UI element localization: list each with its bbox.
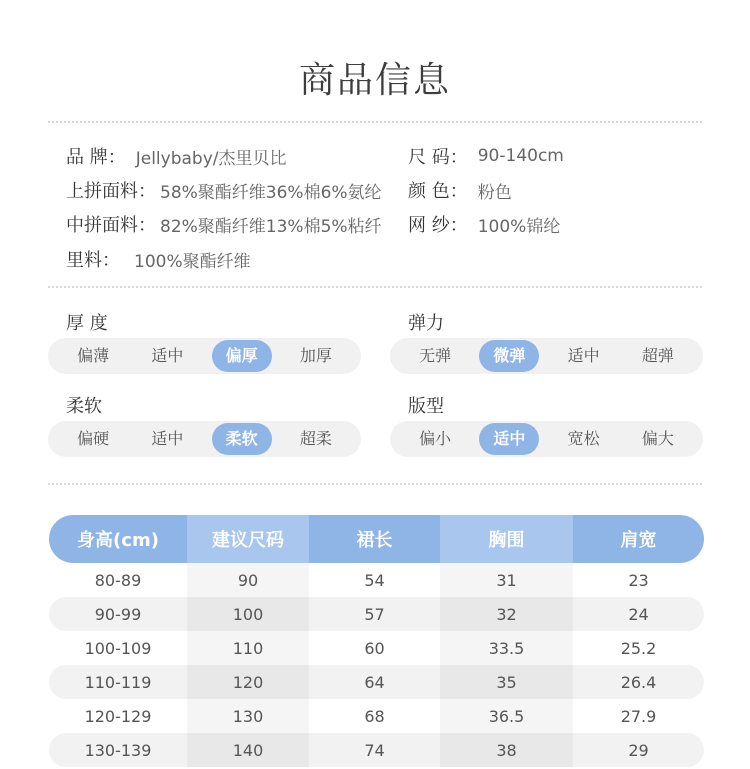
cell-height: 100-109 [84, 638, 152, 658]
fit-option-large[interactable]: 偏大 [641, 429, 674, 448]
color-label: 颜 色： [408, 181, 468, 202]
brand-value: Jellybaby/杰里贝比 [135, 148, 287, 169]
info-color [408, 175, 512, 205]
table-row [49, 733, 704, 767]
size-table-header [49, 515, 704, 563]
middle-fabric-label: 中拼面料： [66, 215, 156, 236]
thickness-label: 厚 度 [66, 313, 108, 334]
cell-height: 130-139 [84, 740, 152, 760]
cell-shoulder: 27.9 [620, 706, 657, 726]
elasticity-label: 弹力 [408, 313, 444, 334]
cell-height: 90-99 [94, 604, 142, 624]
lining-value: 100%聚酯纤维 [134, 251, 251, 272]
table-row [49, 699, 704, 733]
table-row [49, 631, 704, 665]
elasticity-option-none[interactable]: 无弹 [419, 346, 452, 365]
thickness-selector [48, 338, 361, 374]
cell-skirt-length: 74 [364, 740, 385, 760]
cell-size: 100 [187, 597, 309, 631]
elasticity-option-medium[interactable]: 适中 [567, 346, 600, 365]
table-row [49, 563, 704, 597]
info-mesh [408, 209, 560, 239]
cell-skirt-length: 60 [364, 638, 385, 658]
cell-shoulder: 29 [628, 740, 649, 760]
header-height: 身高(cm) [77, 530, 159, 551]
info-middle-fabric [66, 209, 382, 239]
cell-chest: 35 [440, 665, 573, 699]
divider [48, 483, 702, 485]
cell-size: 120 [187, 665, 309, 699]
thickness-option-extra-thick[interactable]: 加厚 [299, 346, 332, 365]
cell-skirt-length: 68 [364, 706, 385, 726]
mesh-label: 网 纱： [408, 215, 468, 236]
fit-label: 版型 [408, 396, 444, 417]
cell-shoulder: 24 [628, 604, 649, 624]
color-value: 粉色 [477, 182, 512, 203]
cell-size: 130 [187, 699, 309, 733]
cell-size: 140 [187, 733, 309, 767]
cell-size: 110 [187, 631, 309, 665]
upper-fabric-value: 58%聚酯纤维36%棉6%氨纶 [160, 182, 382, 203]
info-upper-fabric [66, 175, 382, 205]
lining-label: 里料： [66, 250, 120, 271]
elasticity-selector [390, 338, 703, 374]
divider [48, 121, 702, 123]
size-table [49, 515, 704, 767]
fit-option-loose[interactable]: 宽松 [567, 429, 600, 448]
info-size [408, 141, 564, 171]
info-brand [66, 141, 287, 171]
thickness-option-thin[interactable]: 偏薄 [77, 346, 110, 365]
cell-skirt-length: 54 [364, 570, 385, 590]
cell-shoulder: 26.4 [620, 672, 657, 692]
fit-option-small[interactable]: 偏小 [419, 429, 452, 448]
cell-chest: 31 [440, 563, 573, 597]
cell-skirt-length: 57 [364, 604, 385, 624]
page-title: 商品信息 [298, 60, 451, 101]
cell-shoulder: 25.2 [620, 638, 657, 658]
softness-selector [48, 421, 361, 457]
table-row [49, 665, 704, 699]
middle-fabric-value: 82%聚酯纤维13%棉5%粘纤 [160, 216, 382, 237]
upper-fabric-label: 上拼面料： [66, 181, 156, 202]
divider [48, 286, 702, 288]
table-row [49, 597, 704, 631]
softness-option-hard[interactable]: 偏硬 [77, 429, 110, 448]
header-skirt-length: 裙长 [356, 530, 393, 551]
cell-size: 90 [187, 563, 309, 597]
mesh-value: 100%锦纶 [477, 216, 561, 237]
header-recommended-size: 建议尺码 [187, 515, 309, 563]
cell-height: 80-89 [94, 570, 142, 590]
thickness-option-medium[interactable]: 适中 [151, 346, 184, 365]
header-chest: 胸围 [440, 515, 573, 563]
softness-option-soft[interactable]: 柔软 [212, 423, 272, 455]
fit-selector [390, 421, 703, 457]
cell-chest: 33.5 [440, 631, 573, 665]
elasticity-option-slight[interactable]: 微弹 [479, 340, 539, 372]
header-shoulder: 肩宽 [620, 530, 657, 551]
cell-height: 110-119 [84, 672, 152, 692]
cell-skirt-length: 64 [364, 672, 385, 692]
info-lining [66, 244, 251, 274]
cell-height: 120-129 [84, 706, 152, 726]
thickness-option-thick[interactable]: 偏厚 [212, 340, 272, 372]
cell-chest: 32 [440, 597, 573, 631]
fit-option-regular[interactable]: 适中 [479, 423, 539, 455]
size-value: 90-140cm [477, 146, 564, 166]
brand-label: 品 牌： [66, 147, 126, 168]
cell-shoulder: 23 [628, 570, 649, 590]
cell-chest: 38 [440, 733, 573, 767]
softness-option-medium[interactable]: 适中 [151, 429, 184, 448]
size-label: 尺 码： [408, 147, 468, 168]
cell-chest: 36.5 [440, 699, 573, 733]
elasticity-option-super[interactable]: 超弹 [641, 346, 674, 365]
softness-label: 柔软 [66, 396, 102, 417]
softness-option-super-soft[interactable]: 超柔 [299, 429, 332, 448]
